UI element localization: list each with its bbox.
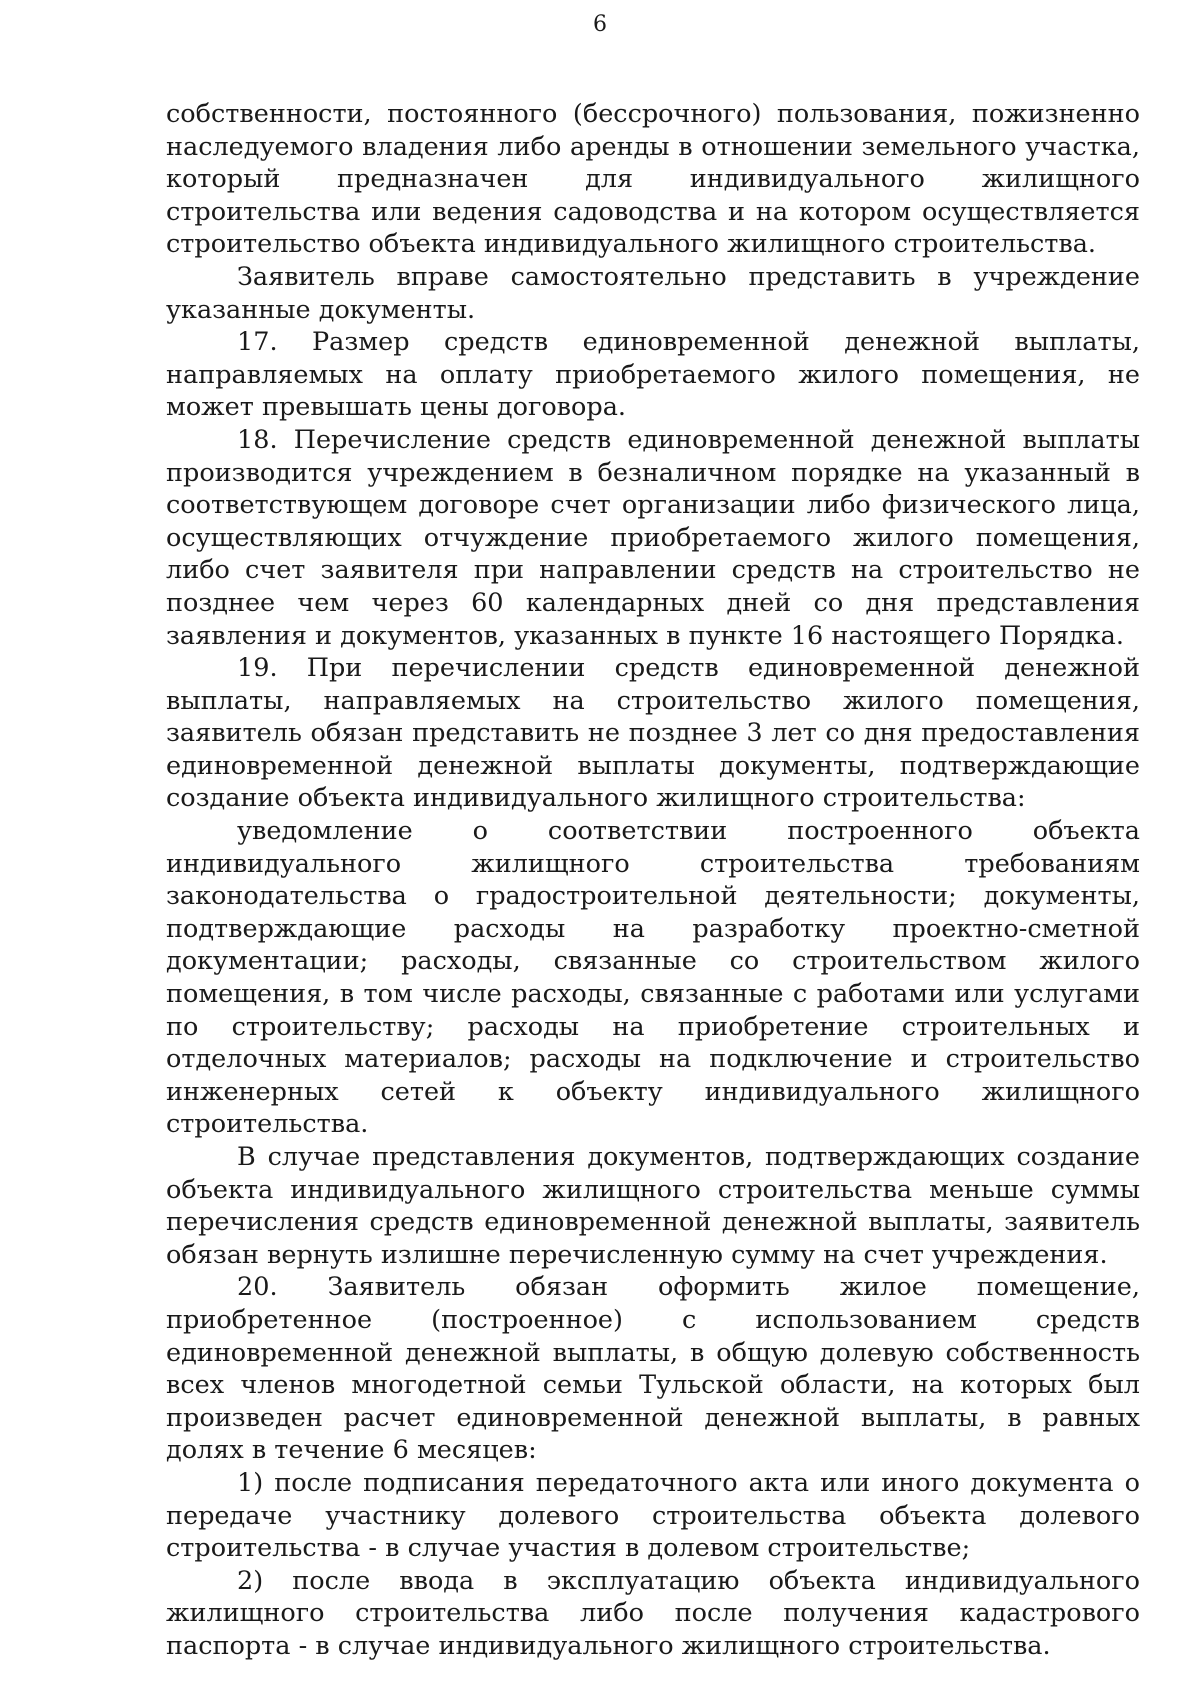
paragraph-refund-obligation: В случае представления документов, подтверждающих создание объекта индивидуального жилищного строительства меньше суммы перечисления средств единовременной денежной выплаты, заявитель обязан вернуть излишне перечисленную сумму на счет учреждения. (166, 1142, 1140, 1270)
paragraph-applicant-may-submit: Заявитель вправе самостоятельно представить в учреждение указанные документы. (166, 261, 1140, 325)
paragraph-item-20: 20. Заявитель обязан оформить жилое помещение, приобретенное (построенное) с использованием средств единовременной денежной выплаты, в общую долевую собственность всех членов многодетной семьи Тульской области, на которых был произведен расчет единовременной денежной выплаты, в равных долях в течение 6 месяцев: (166, 1272, 1140, 1466)
paragraph-item-17: 17. Размер средств единовременной денежной выплаты, направляемых на оплату приобретаемого жилого помещения, не может превышать цены договора. (166, 327, 1140, 423)
paragraph-subitem-2: 2) после ввода в эксплуатацию объекта индивидуального жилищного строительства либо после получения кадастрового паспорта - в случае индивидуального жилищного строительства. (166, 1565, 1140, 1661)
paragraph-subitem-1: 1) после подписания передаточного акта или иного документа о передаче участнику долевого строительства объекта долевого строительства - в случае участия в долевом строительстве; (166, 1467, 1140, 1564)
paragraph-required-documents-list: уведомление о соответствии построенного объекта индивидуального жилищного строительства требованиям законодательства о градостроительной деятельности; документы, подтверждающие расходы на разработку проектно-сметной документации; расходы, связанные со строительством жилого помещения, в том числе расходы, связанные с работами или услугами по строительству; расходы на приобретение строительных и отделочных материалов; расходы на подключение и строительство инженерных сетей к объекту индивидуального жилищного строительства. (166, 816, 1140, 1140)
page-number: 6 (593, 12, 607, 37)
paragraph-item-19: 19. При перечислении средств единовременной денежной выплаты, направляемых на строительство жилого помещения, заявитель обязан представить не позднее 3 лет со дня предоставления единовременной денежной выплаты документы, подтверждающие создание объекта индивидуального жилищного строительства: (166, 653, 1140, 814)
paragraph-land-rights-continuation: собственности, постоянного (бессрочного) пользования, пожизненно наследуемого владения либо аренды в отношении земельного участка, который предназначен для индивидуального жилищного строительства или ведения садоводства и на котором осуществляется строительство объекта индивидуального жилищного строительства. (166, 99, 1140, 260)
document-body (166, 98, 1140, 1663)
paragraph-item-18: 18. Перечисление средств единовременной денежной выплаты производится учреждением в безналичном порядке на указанный в соответствующем договоре счет организации либо физического лица, осуществляющих отчуждение приобретаемого жилого помещения, либо счет заявителя при направлении средств на строительство не позднее чем через 60 календарных дней со дня представления заявления и документов, указанных в пункте 16 настоящего Порядка. (166, 424, 1140, 651)
